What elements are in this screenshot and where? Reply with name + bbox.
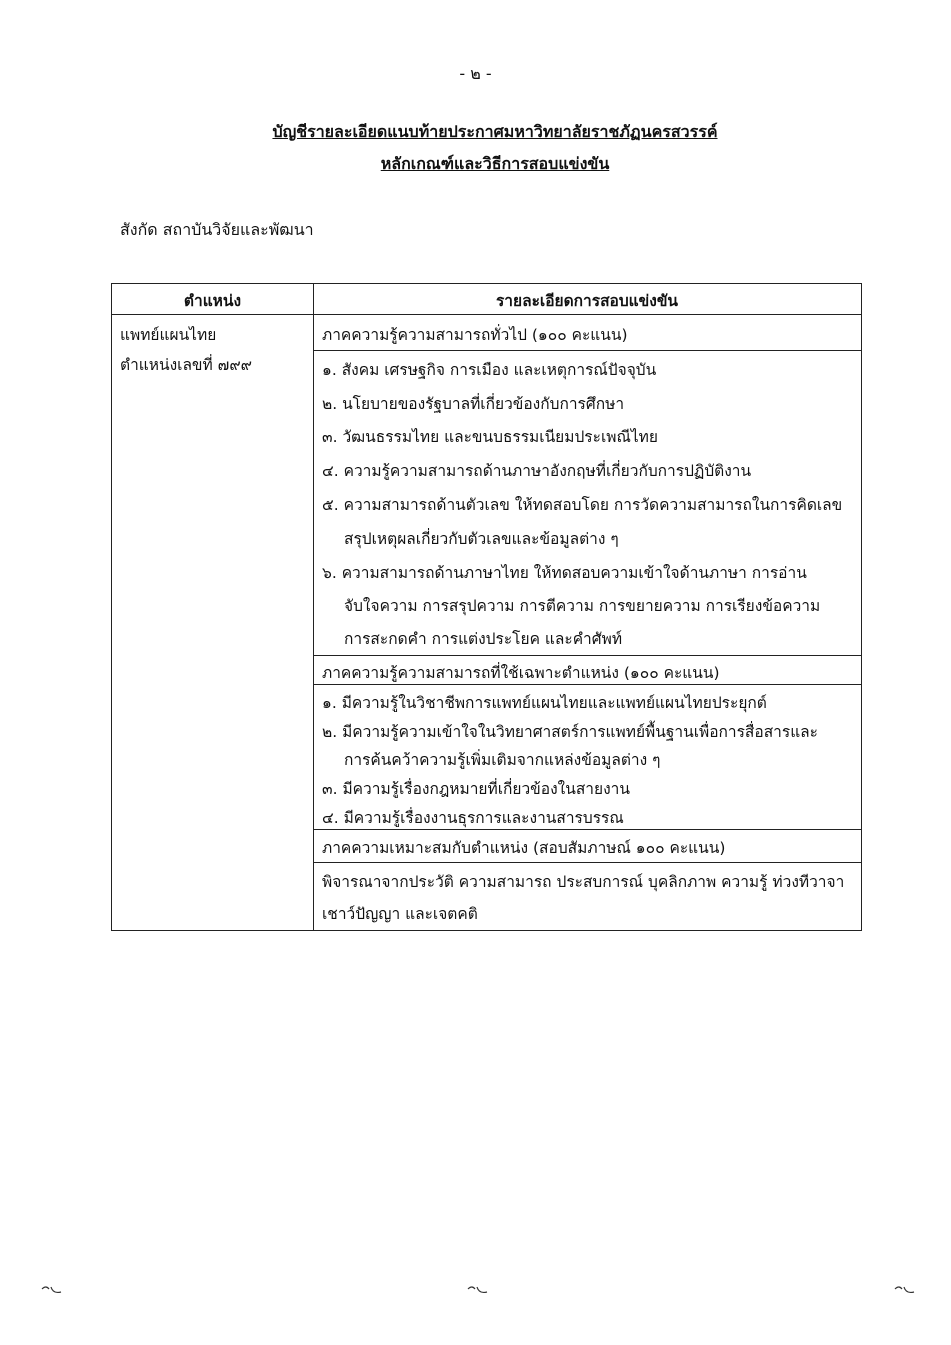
section1-title: ภาคความรู้ความสามารถทั่วไป (๑๐๐ คะแนน): [322, 326, 628, 344]
position-name: แพทย์แผนไทย: [120, 326, 217, 344]
section3-line: พิจารณาจากประวัติ ความสามารถ ประสบการณ์ บุคลิกภาพ ความรู้ ท่วงทีวาจา: [322, 873, 845, 891]
section2-item: ๓. มีความรู้เรื่องกฎหมายที่เกี่ยวข้องในสายงาน: [322, 780, 630, 798]
page-number: - ๒ -: [459, 64, 492, 83]
header-position: ตำแหน่ง: [183, 292, 242, 310]
section1-divider: [313, 350, 861, 351]
header-divider: [112, 314, 861, 315]
section3-top-divider: [313, 829, 861, 830]
exam-details-table: [111, 283, 862, 931]
section2-item-cont: การค้นคว้าความรู้เพิ่มเติมจากแหล่งข้อมูลต่าง ๆ: [344, 751, 661, 769]
section1-item: ๔. ความรู้ความสามารถด้านภาษาอังกฤษที่เกี่ยวกับการปฏิบัติงาน: [322, 462, 752, 480]
section3-line: เชาว์ปัญญา และเจตคติ: [322, 905, 478, 923]
section2-item: ๑. มีความรู้ในวิชาชีพการแพทย์แผนไทยและแพทย์แผนไทยประยุกต์: [322, 694, 767, 712]
section2-title: ภาคความรู้ความสามารถที่ใช้เฉพาะตำแหน่ง (๑๐๐ คะแนน): [322, 664, 720, 682]
document-subtitle: หลักเกณฑ์และวิธีการสอบแข่งขัน: [380, 154, 610, 173]
section1-item: ๓. วัฒนธรรมไทย และขนบธรรมเนียมประเพณีไทย: [322, 428, 658, 446]
section3-divider: [313, 862, 861, 863]
section3-title: ภาคความเหมาะสมกับตำแหน่ง (สอบสัมภาษณ์ ๑๐๐ คะแนน): [322, 839, 726, 857]
header-details: รายละเอียดการสอบแข่งขัน: [495, 292, 679, 310]
section1-item-cont: การสะกดคำ การแต่งประโยค และคำศัพท์: [344, 630, 623, 648]
section2-item: ๒. มีความรู้ความเข้าใจในวิทยาศาสตร์การแพทย์พื้นฐานเพื่อการสื่อสารและ: [322, 723, 819, 741]
section2-item: ๔. มีความรู้เรื่องงานธุรการและงานสารบรรณ: [322, 809, 624, 827]
section1-item: ๕. ความสามารถด้านตัวเลข ให้ทดสอบโดย การวัดความสามารถในการคิดเลข: [322, 496, 843, 514]
section1-item-cont: จับใจความ การสรุปความ การตีความ การขยายความ การเรียงข้อความ: [344, 597, 821, 615]
position-number: ตำแหน่งเลขที่ ๗๙๙: [120, 356, 253, 374]
section2-divider: [313, 684, 861, 685]
section1-item: ๖. ความสามารถด้านภาษาไทย ให้ทดสอบความเข้าใจด้านภาษา การอ่าน: [322, 564, 807, 582]
section2-top-divider: [313, 655, 861, 656]
affiliation: สังกัด สถาบันวิจัยและพัฒนา: [120, 220, 314, 239]
initial-mark-center: [466, 1282, 490, 1296]
document-title: บัญชีรายละเอียดแนบท้ายประกาศมหาวิทยาลัยราชภัฏนครสวรรค์: [272, 122, 718, 141]
section1-item-cont: สรุปเหตุผลเกี่ยวกับตัวเลขและข้อมูลต่าง ๆ: [344, 530, 619, 548]
initial-mark-left: [40, 1282, 64, 1296]
section1-item: ๑. สังคม เศรษฐกิจ การเมือง และเหตุการณ์ปัจจุบัน: [322, 361, 657, 379]
section1-item: ๒. นโยบายของรัฐบาลที่เกี่ยวข้องกับการศึกษา: [322, 395, 625, 413]
column-divider: [313, 284, 314, 930]
initial-mark-right: [893, 1282, 917, 1296]
